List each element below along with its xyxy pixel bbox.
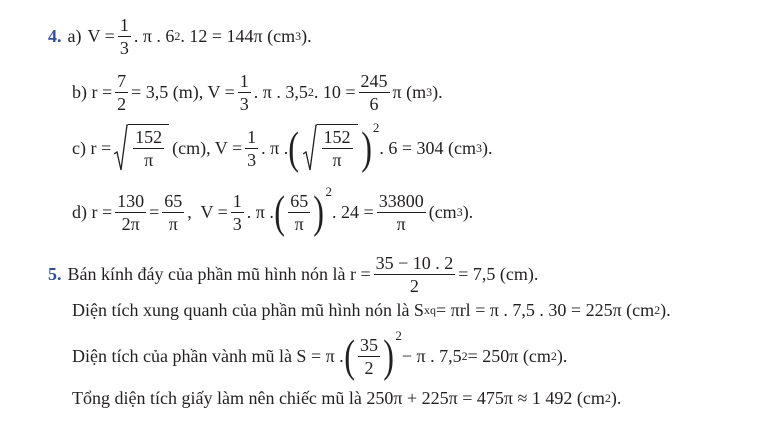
text: ).: [301, 25, 312, 46]
text: Bán kính đáy của phần mũ hình nón là r =: [67, 263, 371, 284]
text: − π . 7,5: [401, 345, 462, 366]
denominator: 2: [364, 357, 374, 378]
numerator: 152: [135, 127, 163, 147]
text: = 7,5 (cm).: [458, 263, 539, 284]
answer-4a: [48, 6, 312, 66]
text: . 24 =: [332, 201, 374, 222]
exponent: 2: [654, 302, 661, 317]
text: . 12 = 144π (cm: [180, 25, 296, 46]
denominator: 2: [409, 275, 419, 296]
answer-4b: [72, 62, 443, 122]
numerator: 65: [290, 190, 309, 211]
fraction: [118, 14, 131, 59]
radical-sign-icon: [303, 124, 317, 172]
text: . π . 6: [133, 25, 175, 46]
answer-4d: d) r = $\frac{130}{2\pi}$ = $\frac{65}{\pi}$ , V = $\frac{1}{3}$ . π . ( $\frac{65}{\pi}$ ) 2 . 24 = $\frac{33800}{\pi}$ (cm 3 ).: [72, 184, 474, 237]
subscript: xq: [423, 302, 436, 317]
denominator: 3: [247, 149, 257, 170]
text: = 3,5 (m), V =: [131, 81, 235, 102]
answer-4c: c) r = $\frac{152}{\pi}$ (cm), V = $\frac{1}{3}$ . π . ( $\frac{152}{\pi}$ ) 2 . 6 = 304 (cm 3 ).: [72, 120, 493, 173]
text: ).: [610, 387, 622, 408]
denominator: 3: [239, 93, 249, 114]
fraction: [115, 70, 128, 115]
fraction: [322, 126, 353, 171]
text: ).: [482, 137, 493, 158]
exponent: 2: [372, 120, 380, 135]
denominator: π: [294, 213, 304, 234]
text: . π .: [261, 137, 289, 158]
denominator: 6: [369, 93, 379, 114]
exponent: 3: [476, 140, 483, 155]
exponent: 3: [295, 28, 302, 43]
total-area-line: [72, 378, 621, 418]
exponent: 2: [461, 348, 468, 363]
brim-area-line: Diện tích của phần vành mũ là S = π . ( $\frac{35}{2}$ ) 2 − π . 7,5 2 = 250π (cm 2 ).: [72, 328, 568, 381]
text: . 6 = 304 (cm: [379, 137, 477, 158]
numerator: 7: [117, 70, 127, 91]
numerator: 1: [232, 190, 242, 211]
numerator: 33800: [378, 190, 424, 211]
exponent: 3: [456, 204, 463, 219]
text: =: [149, 201, 160, 222]
text: Diện tích xung quanh của phần mũ hình nón là S: [72, 299, 424, 320]
numerator: 35 − 10 . 2: [375, 252, 454, 273]
exercise-number-4: 4.: [48, 25, 62, 46]
fraction: [115, 190, 146, 235]
exponent: 2: [395, 328, 402, 343]
numerator: 1: [247, 126, 257, 147]
text: (cm: [428, 201, 457, 222]
denominator: π: [144, 150, 154, 170]
numerator: 130: [117, 190, 145, 211]
numerator: 1: [239, 70, 249, 91]
denominator: 3: [232, 213, 242, 234]
exponent: 2: [307, 84, 314, 99]
text: ).: [556, 345, 568, 366]
denominator: π: [396, 213, 406, 234]
text: Diện tích của phần vành mũ là S = π .: [72, 345, 344, 366]
text: V =: [87, 25, 115, 46]
fraction: [377, 190, 426, 235]
denominator: 2: [117, 93, 127, 114]
exponent: 2: [550, 348, 557, 363]
numerator: 35: [360, 334, 379, 355]
text: . π .: [246, 201, 274, 222]
text: . 10 =: [313, 81, 356, 102]
radical-sign-icon: [114, 124, 128, 172]
text: π (m: [392, 81, 427, 102]
lateral-area-line: [72, 290, 671, 330]
square-root: [303, 124, 358, 172]
text: ).: [462, 201, 474, 222]
text: , V =: [187, 201, 228, 222]
fraction: [162, 190, 184, 235]
square-root: [114, 124, 169, 172]
fraction: [288, 190, 310, 235]
denominator: π: [332, 150, 342, 170]
numerator: 1: [119, 14, 129, 35]
numerator: 65: [164, 190, 183, 211]
exponent: 2: [174, 28, 181, 43]
fraction: [359, 70, 390, 115]
exercise-number-5: 5.: [48, 263, 62, 284]
text: d) r =: [72, 201, 113, 222]
exponent: 2: [604, 390, 611, 405]
fraction: [238, 70, 251, 115]
fraction: [358, 334, 380, 379]
exponent: 2: [325, 184, 333, 199]
text: ).: [660, 299, 671, 320]
text: = 250π (cm: [467, 345, 551, 366]
text: ).: [432, 81, 443, 102]
part-label: a): [67, 25, 82, 46]
text: (cm), V =: [172, 137, 243, 158]
numerator: 152: [323, 127, 351, 147]
fraction: [231, 190, 244, 235]
text: b) r =: [72, 81, 113, 102]
numerator: 245: [360, 70, 388, 91]
denominator: 2π: [121, 213, 140, 234]
denominator: 3: [119, 37, 129, 58]
text: = πrl = π . 7,5 . 30 = 225π (cm: [435, 299, 655, 320]
text: Tổng diện tích giấy làm nên chiếc mũ là 250π + 225π = 475π ≈ 1 492 (cm: [72, 387, 605, 408]
fraction: [245, 126, 258, 171]
exponent: 3: [426, 84, 433, 99]
text: c) r =: [72, 137, 112, 158]
denominator: π: [168, 213, 178, 234]
fraction: [133, 126, 164, 171]
text: . π . 3,5: [253, 81, 308, 102]
